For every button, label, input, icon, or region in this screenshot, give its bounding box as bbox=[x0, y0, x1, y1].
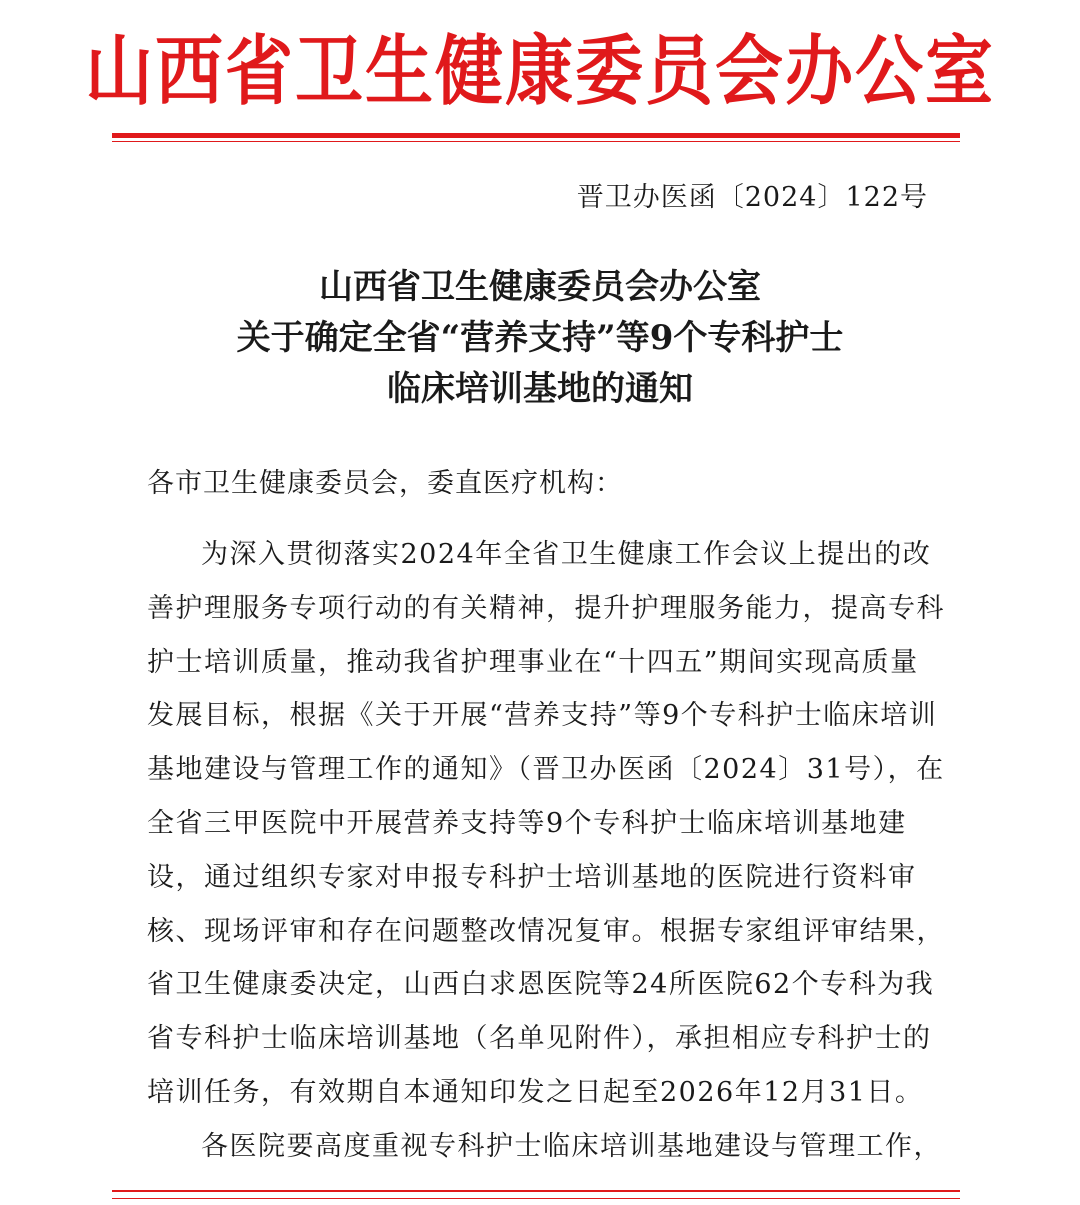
title-line-2: 关于确定全省“营养支持”等9个专科护士 bbox=[236, 318, 844, 358]
masthead: 山西省卫生健康委员会办公室 bbox=[84, 28, 995, 117]
body-paragraph-1: 为深入贯彻落实2024年全省卫生健康工作会议上提出的改善护理服务专项行动的有关精神，提升护理服务能力，提高专科护士培训质量，推动我省护理事业在“十四五”期间实现高质量发展目标，根据《关于开展“营养支持”等9个专科护士临床培训基地建设与管理工作的通知》（晋卫办医函〔2024〕31号），在全省三甲医院中开展营养支持等9个专科护士临床培训基地建设，通过组织专家对申报专科护士培训基地的医院进行资料审核、现场评审和存在问题整改情况复审。根据专家组评审结果，省卫生健康委决定，山西白求恩医院等24所医院62个专科为我省专科护士临床培训基地（名单见附件），承担相应专科护士的培训任务，有效期自本通知印发之日起至2026年12月31日。 bbox=[147, 539, 945, 1108]
masthead-rule-thick bbox=[112, 133, 960, 138]
masthead-rule-thin bbox=[112, 141, 960, 142]
title-line-3: 临床培训基地的通知 bbox=[387, 369, 693, 409]
footer-rule-thick bbox=[112, 1190, 960, 1192]
footer-rule-thin bbox=[112, 1198, 960, 1199]
body-paragraph-2: 各医院要高度重视专科护士临床培训基地建设与管理工作， bbox=[201, 1130, 942, 1162]
document-title bbox=[0, 262, 1080, 415]
document-number: 晋卫办医函〔2024〕122号 bbox=[576, 182, 928, 213]
title-line-1: 山西省卫生健康委员会办公室 bbox=[319, 267, 761, 307]
addressee: 各市卫生健康委员会，委直医疗机构： bbox=[147, 468, 623, 499]
document-body bbox=[147, 528, 947, 1174]
